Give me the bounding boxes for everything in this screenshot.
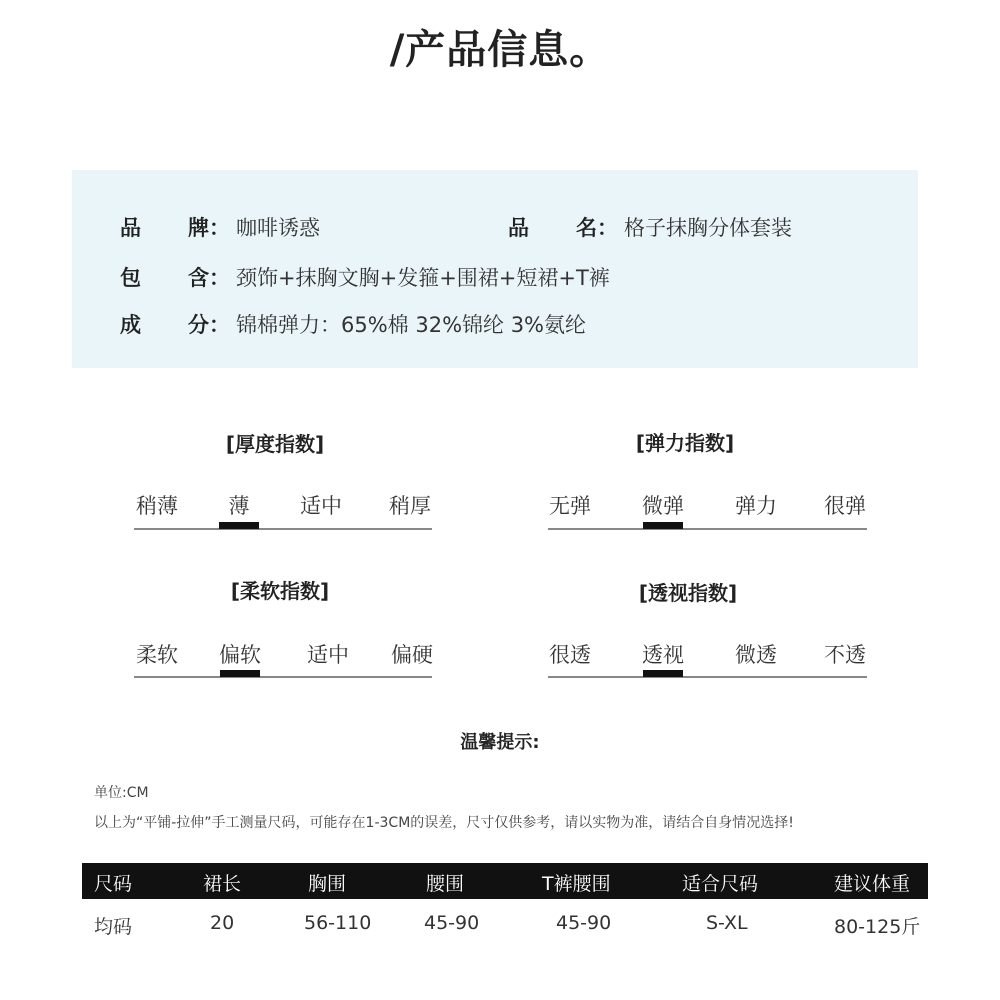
- contains-row: [120, 262, 610, 292]
- index-option: 弹力: [735, 494, 777, 518]
- index-option: 不透: [824, 643, 866, 667]
- size-table-cell: 20: [210, 912, 235, 934]
- size-table-header-cell: 胸围: [308, 873, 347, 895]
- size-table-cell: 45-90: [556, 912, 612, 934]
- size-table-cell: 均码: [94, 916, 133, 938]
- index-title: [透视指数]: [638, 581, 738, 605]
- measurement-note: 以上为“平铺-拉伸”手工测量尺码，可能存在1-3CM的误差，尺寸仅供参考，请以实物为准，请结合自身情况选择!: [94, 815, 794, 831]
- index-track: [548, 676, 867, 678]
- name-value: 格子抹胸分体套装: [624, 216, 792, 240]
- index-option: 透视: [642, 643, 684, 667]
- size-table-body: [82, 899, 928, 955]
- size-table-cell: 56-110: [304, 912, 372, 934]
- name-label-1: 品: [508, 216, 529, 240]
- name-separator: ：: [597, 216, 618, 240]
- index-option: 偏硬: [391, 643, 433, 667]
- index-title: [柔软指数]: [230, 579, 330, 603]
- product-info-panel: [72, 170, 918, 368]
- size-table-cell: 80-125斤: [834, 916, 921, 938]
- index-option: 无弹: [549, 494, 591, 518]
- index-option: 很弹: [824, 494, 866, 518]
- index-option: 很透: [549, 643, 591, 667]
- index-marker: [643, 670, 683, 677]
- index-track: [134, 676, 432, 678]
- index-option: 微弹: [642, 494, 684, 518]
- size-table-header-cell: 建议体重: [834, 873, 911, 895]
- size-table: [82, 863, 928, 955]
- name-label-2: 名: [576, 216, 597, 240]
- index-option: 适中: [307, 643, 349, 667]
- index-option: 微透: [735, 643, 777, 667]
- index-title: [弹力指数]: [635, 431, 735, 455]
- index-title: [厚度指数]: [225, 432, 325, 456]
- composition-label-1: 成: [120, 313, 141, 337]
- index-option: 偏软: [219, 643, 261, 667]
- composition-label-2: 分: [188, 313, 209, 337]
- contains-label-2: 含: [188, 266, 209, 290]
- index-option: 适中: [300, 494, 342, 518]
- index-option: 薄: [228, 494, 250, 518]
- index-marker: [220, 670, 260, 677]
- composition-row: [120, 309, 586, 339]
- contains-separator: ：: [209, 266, 230, 290]
- size-table-header-cell: 尺码: [94, 873, 133, 895]
- index-option: 稍厚: [389, 494, 431, 518]
- composition-value: 锦棉弹力：65%棉 32%锦纶 3%氨纶: [236, 313, 587, 337]
- brand-row: [120, 212, 320, 242]
- brand-value: 咖啡诱惑: [236, 216, 320, 240]
- table-row: [82, 899, 928, 955]
- brand-separator: ：: [209, 216, 230, 240]
- page-title: /产品信息。: [389, 27, 611, 73]
- contains-value: 颈饰+抹胸文胸+发箍+围裙+短裙+T裤: [236, 266, 610, 290]
- contains-label-1: 包: [120, 266, 141, 290]
- size-table-cell: 45-90: [424, 912, 480, 934]
- brand-label-1: 品: [120, 216, 141, 240]
- index-track: [134, 528, 432, 530]
- size-table-header-cell: 裙长: [203, 873, 242, 895]
- tips-title: 温馨提示:: [460, 732, 540, 753]
- index-track: [548, 528, 867, 530]
- size-table-header-cell: T裤腰围: [542, 873, 611, 895]
- unit-note: 单位:CM: [94, 785, 149, 801]
- size-table-header-cell: 适合尺码: [682, 873, 759, 895]
- size-table-header-cell: 腰围: [426, 873, 465, 895]
- index-option: 稍薄: [136, 494, 178, 518]
- index-marker: [219, 522, 259, 529]
- size-table-header: [82, 863, 928, 899]
- composition-separator: ：: [209, 313, 230, 337]
- brand-label-2: 牌: [188, 216, 209, 240]
- index-option: 柔软: [136, 643, 178, 667]
- name-row: [508, 212, 792, 242]
- size-table-cell: S-XL: [706, 912, 748, 934]
- index-marker: [643, 522, 683, 529]
